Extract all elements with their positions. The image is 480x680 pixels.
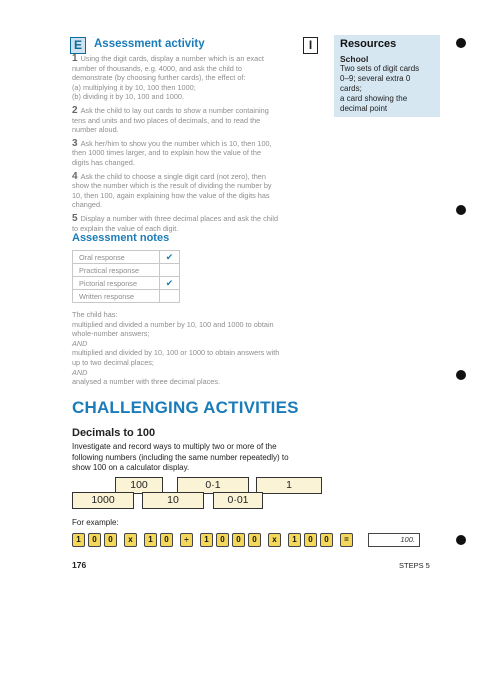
task-number: 1: [72, 53, 78, 64]
tick-mark: ✔: [160, 251, 180, 264]
number-card: 1000: [72, 492, 134, 509]
calculator-key: 0: [160, 533, 173, 547]
task-line: Using the digit cards, display a number which is an exact: [80, 54, 264, 63]
task-number: 2: [72, 104, 78, 116]
calculator-display: 100.: [368, 533, 420, 547]
investigate-text: [72, 442, 334, 474]
outcome-line: The child has:: [72, 310, 118, 319]
task-subitem: (b) dividing it by 10, 100 and 1000.: [72, 92, 184, 102]
child-outcomes: [72, 310, 330, 387]
task-line: number aloud.: [72, 125, 119, 135]
task-line: Display a number with three decimal places and ask the child: [80, 213, 279, 223]
outcome-line: multiplied and divided by 10, 100 or 1000 to obtain answers with: [72, 348, 280, 358]
number-card: 10: [142, 492, 204, 509]
task-1: [72, 54, 326, 102]
notes-label: Written response: [73, 290, 160, 303]
task-list: [72, 54, 326, 237]
outcome-line: analysed a number with three decimal places.: [72, 377, 221, 387]
task-line: number of thousands, e.g. 4000, and ask the child to: [72, 63, 242, 73]
resources-line: a card showing the: [340, 94, 408, 103]
task-number: 5: [72, 212, 78, 224]
decimals-subheading: Decimals to 100: [72, 427, 156, 439]
challenging-heading: CHALLENGING ACTIVITIES: [72, 398, 299, 417]
resources-line: Two sets of digit cards: [340, 64, 420, 73]
task-subitem: (a) multiplying it by 10, 100 then 1000;: [72, 82, 196, 92]
calculator-key: 0: [104, 533, 117, 547]
text-line: following numbers (including the same number repeatedly) to: [72, 452, 289, 462]
task-line: demonstrate (by choosing further cards), the effect of:: [72, 73, 246, 83]
task-2: [72, 106, 326, 135]
and-connector: AND: [72, 338, 88, 348]
book-title: STEPS 5: [399, 561, 430, 570]
task-line: Ask her/him to show you the number which is 10, then 100,: [80, 138, 272, 148]
calculator-key: 0: [216, 533, 229, 547]
calculator-key: 1: [144, 533, 157, 547]
task-line: to explain the value of each digit.: [72, 223, 179, 233]
task-line: Ask the child to choose a single digit card (not zero), then: [80, 171, 266, 181]
calculator-key: =: [340, 533, 353, 547]
and-connector: AND: [72, 367, 88, 377]
text-line: Investigate and record ways to multiply two or more of the: [72, 442, 277, 451]
binder-hole: [456, 370, 466, 380]
task-line: digits has changed.: [72, 157, 135, 167]
number-card: 1: [256, 477, 322, 494]
tick-mark: ✔: [160, 277, 180, 290]
number-card: 0·01: [213, 492, 263, 509]
task-5: [72, 214, 326, 233]
task-line: 10, then 100, again explaining how the value of the digits has: [72, 190, 270, 200]
assessment-notes-title: Assessment notes: [72, 232, 170, 244]
resources-line: 0–9; several extra 0 cards;: [340, 74, 411, 93]
task-4: [72, 172, 326, 210]
number-card: 100: [115, 477, 163, 494]
calculator-key: x: [268, 533, 281, 547]
calculator-key: 0: [232, 533, 245, 547]
calculator-key: 0: [88, 533, 101, 547]
table-row: [73, 290, 180, 303]
calculator-key: 1: [288, 533, 301, 547]
task-line: show the number which is the result of dividing the number by: [72, 181, 272, 191]
calculator-key: 0: [304, 533, 317, 547]
task-3: [72, 139, 326, 168]
notes-label: Practical response: [73, 264, 160, 277]
task-number: 3: [72, 137, 78, 149]
table-row: [73, 277, 180, 290]
table-row: [73, 251, 180, 264]
example-label: For example:: [72, 518, 119, 527]
binder-hole: [456, 38, 466, 48]
task-number: 4: [72, 170, 78, 182]
page-number: 176: [72, 560, 87, 570]
calculator-key: 1: [72, 533, 85, 547]
binder-hole: [456, 205, 466, 215]
assessment-title: Assessment activity: [94, 38, 205, 50]
badge-e: E: [70, 37, 86, 54]
outcome-line: multiplied and divided a number by 10, 100 and 1000 to obtain: [72, 319, 274, 329]
assessment-header: [70, 37, 320, 54]
number-card: 0·1: [177, 477, 249, 494]
notes-label: Oral response: [73, 251, 160, 264]
notes-label: Pictorial response: [73, 277, 160, 290]
binder-hole: [456, 535, 466, 545]
resources-panel: [334, 35, 440, 117]
table-row: [73, 264, 180, 277]
task-line: changed.: [72, 200, 103, 210]
resources-title: Resources: [340, 38, 397, 50]
tick-mark: [160, 264, 180, 277]
calculator-key: 1: [200, 533, 213, 547]
outcome-line: whole-number answers;: [72, 329, 150, 339]
calculator-key: 0: [320, 533, 333, 547]
resources-subtitle: School: [340, 54, 369, 64]
calculator-key: ÷: [180, 533, 193, 547]
tick-mark: [160, 290, 180, 303]
text-line: show 100 on a calculator display.: [72, 463, 190, 472]
task-line: tens and units and two places of decimals, and to read the: [72, 115, 261, 125]
task-line: then 1000 times larger, and to explain how the value of the: [72, 148, 262, 158]
badge-i: I: [303, 37, 318, 54]
task-line: Ask the child to lay out cards to show a number containing: [80, 105, 269, 115]
calculator-key: x: [124, 533, 137, 547]
assessment-notes-table: [72, 250, 180, 303]
calculator-key: 0: [248, 533, 261, 547]
resources-line: decimal point: [340, 104, 388, 113]
outcome-line: up to two decimal places;: [72, 357, 154, 367]
